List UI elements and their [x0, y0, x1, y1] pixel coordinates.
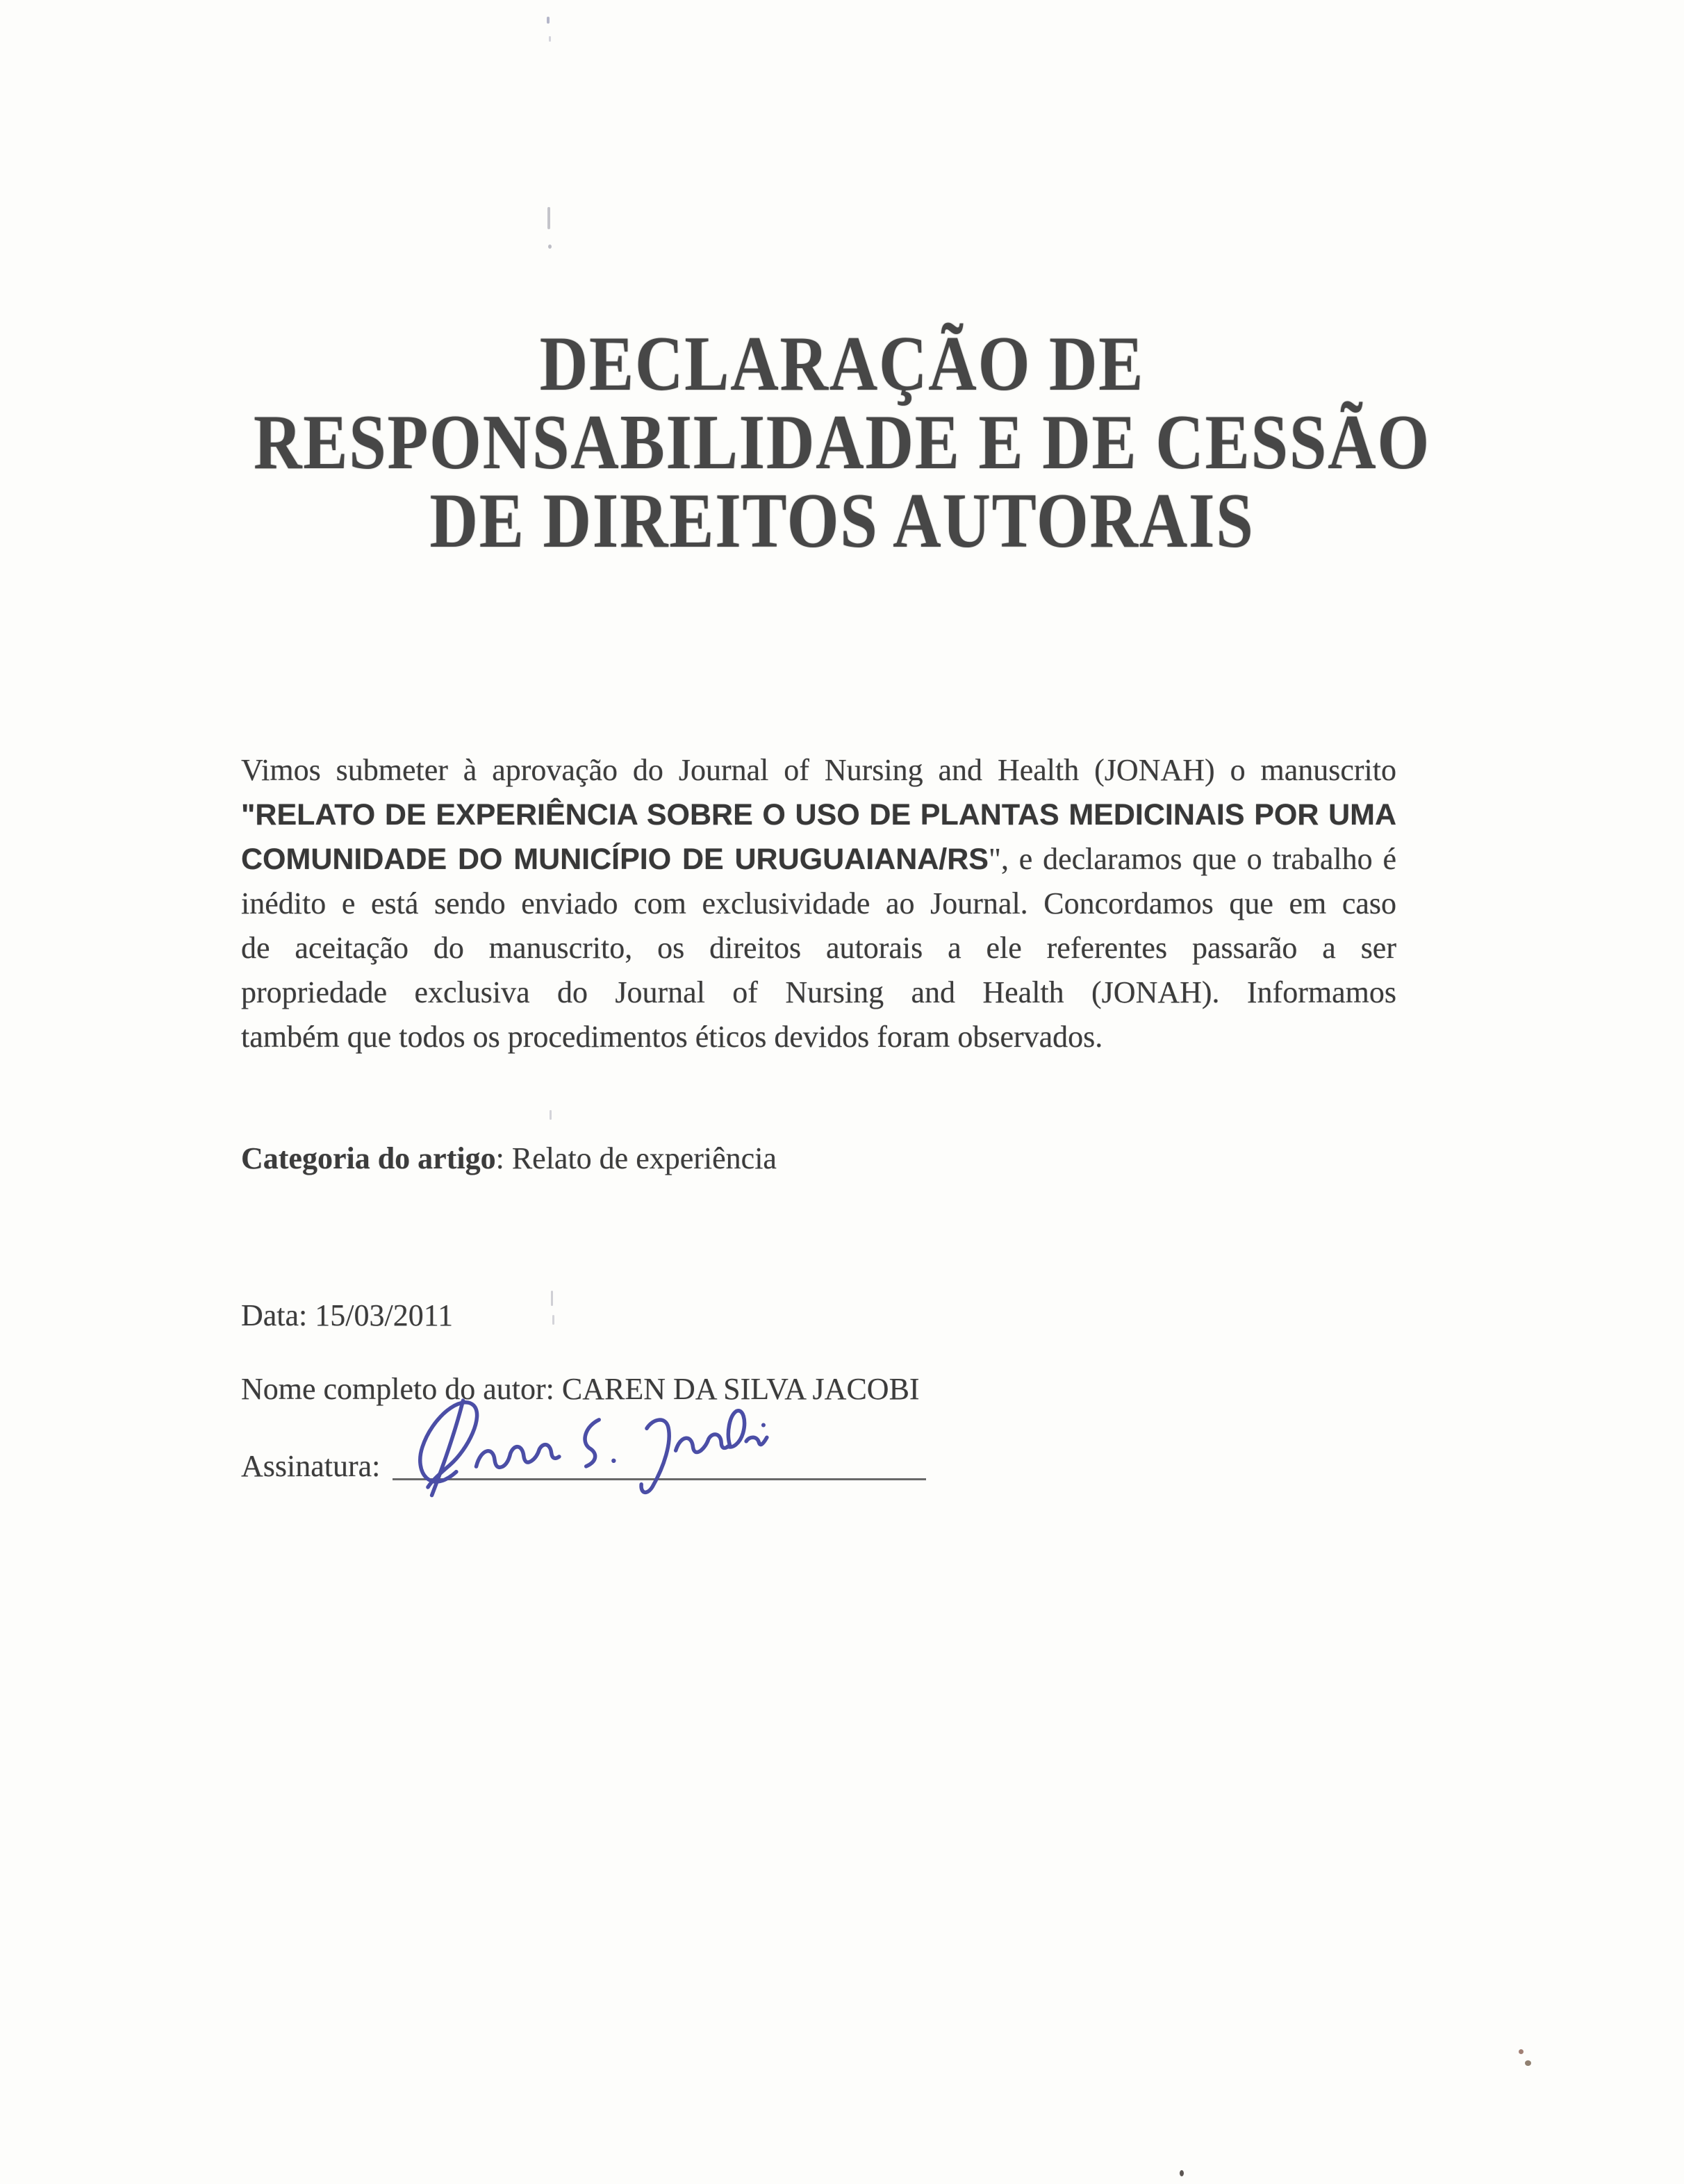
paragraph-line: também que todos os procedimentos éticos devidos foram observados.	[241, 1020, 1103, 1054]
article-category-value: : Relato de experiência	[495, 1141, 777, 1175]
signature-stroke	[746, 1437, 768, 1445]
scan-streak	[548, 245, 552, 249]
paragraph-regular-segment: ", e declaramos que o trabalho é	[988, 842, 1396, 876]
date-line: Data: 15/03/2011	[241, 1298, 454, 1332]
signature-stroke	[726, 1410, 745, 1447]
signature-ink-drawing	[400, 1371, 795, 1516]
paragraph-line: propriedade exclusiva do Journal of Nursing and Health (JONAH). Informamos	[241, 975, 1396, 1009]
paragraph-line: Vimos submeter à aprovação do Journal of Nursing and Health (JONAH) o manuscrito	[241, 753, 1396, 787]
document-title	[118, 321, 1567, 564]
paragraph-line: de aceitação do manuscrito, os direitos autorais a ele referentes passarão a ser	[241, 931, 1396, 965]
paragraph-line: inédito e está sendo enviado com exclusividade ao Journal. Concordamos que em caso	[241, 886, 1396, 920]
manuscript-title-line-2	[241, 837, 1396, 882]
signature-dot	[611, 1458, 616, 1463]
scan-streak	[551, 1291, 553, 1306]
manuscript-title-bold-segment: COMUNIDADE DO MUNICÍPIO DE URUGUAIANA/RS	[241, 843, 989, 876]
signature-stroke	[475, 1444, 559, 1469]
scan-speck	[1180, 2170, 1184, 2176]
title-line-3: DE DIREITOS AUTORAIS	[429, 478, 1255, 564]
scan-speck	[1519, 2049, 1524, 2054]
manuscript-title-line-1: "RELATO DE EXPERIÊNCIA SOBRE O USO DE PLANTAS MEDICINAIS POR UMA	[241, 798, 1396, 832]
scan-streak	[552, 1315, 554, 1325]
article-category-line	[241, 1141, 777, 1176]
signature-stroke	[638, 1419, 672, 1492]
signature-i-dot	[761, 1423, 766, 1427]
declaration-paragraph	[241, 748, 1396, 1059]
handwritten-signature	[400, 1371, 795, 1516]
author-name-line: Nome completo do autor: CAREN DA SILVA JACOBI	[241, 1372, 920, 1406]
scan-streak	[547, 207, 550, 229]
article-category-label: Categoria do artigo	[241, 1141, 496, 1175]
scan-speck	[1525, 2060, 1531, 2066]
scan-streak	[550, 1110, 552, 1120]
scan-streak	[549, 36, 551, 42]
signature-stroke	[675, 1434, 729, 1453]
signature-stroke	[584, 1420, 601, 1466]
signature-label: Assinatura:	[241, 1449, 381, 1483]
title-line-2: RESPONSABILIDADE E DE CESSÃO	[253, 399, 1431, 486]
title-line-1: DECLARAÇÃO DE	[539, 321, 1145, 407]
scan-streak	[547, 17, 550, 24]
